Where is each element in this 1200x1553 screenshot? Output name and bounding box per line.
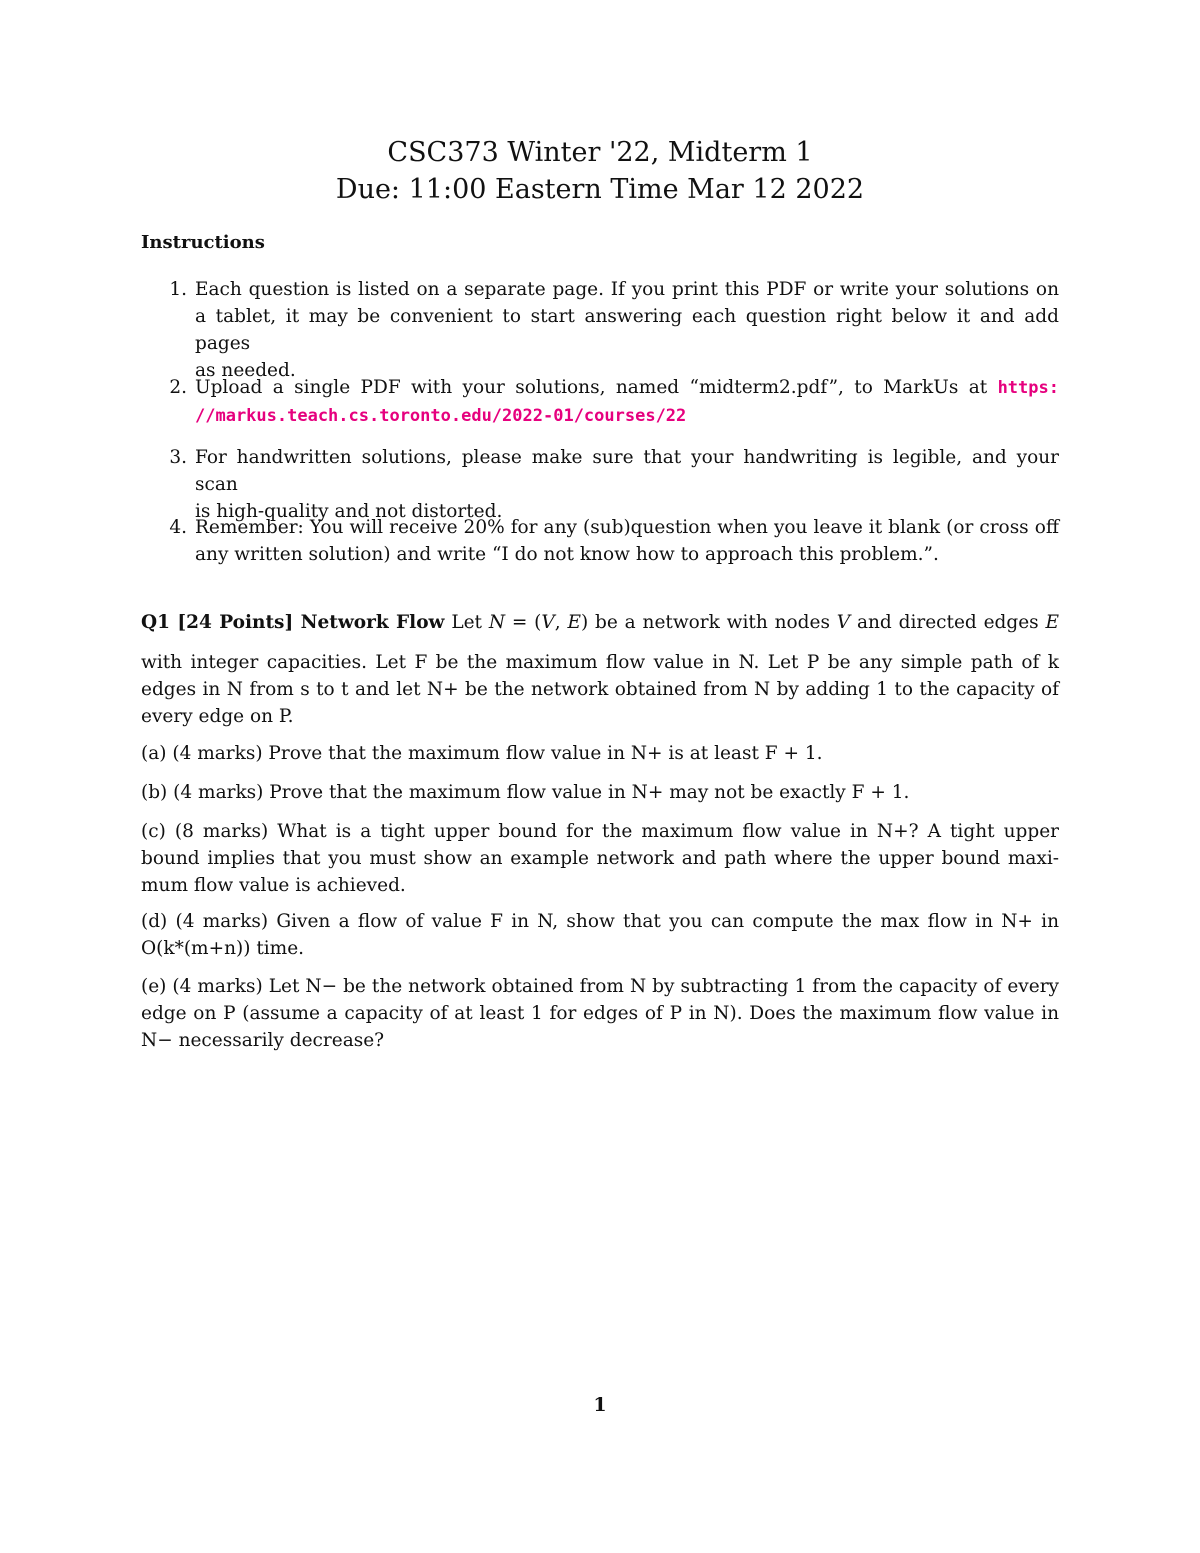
- q1-text: ) be a network with nodes: [581, 612, 837, 633]
- q1-text: = (: [505, 612, 542, 633]
- item-number: 3.: [169, 447, 187, 468]
- item-line: [195, 402, 1059, 430]
- item-line: a tablet, it may be convenient to start answering each question right below it and add pages: [195, 306, 1059, 354]
- math-V: V: [836, 612, 851, 633]
- q1-text: and directed edges: [850, 612, 1046, 633]
- item-line: any written solution) and write “I do not know how to approach this problem.”.: [195, 544, 939, 565]
- part-e-line: N− necessarily decrease?: [141, 1030, 385, 1051]
- q1-body: [141, 649, 1059, 730]
- item-text: Upload a single PDF with your solutions, named “midterm2.pdf”, to MarkUs at: [195, 377, 988, 398]
- item-line: as needed.: [195, 360, 296, 381]
- q1-line: with integer capacities. Let F be the maximum flow value in N. Let P be any simple path of k: [141, 652, 1059, 673]
- math-E: E: [1045, 612, 1059, 633]
- item-line: is high-quality and not distorted.: [195, 501, 503, 522]
- q1-part-c: [141, 818, 1059, 899]
- part-c-line: bound implies that you must show an example network and path where the upper bound maxi-: [141, 848, 1059, 869]
- item-number: 2.: [169, 377, 187, 398]
- q1-label: Q1 [24 Points] Network Flow: [141, 612, 445, 633]
- part-c-line: mum flow value is achieved.: [141, 875, 406, 896]
- due-date: Due: 11:00 Eastern Time Mar 12 2022: [335, 174, 865, 205]
- q1-part-b: [141, 779, 1059, 806]
- q1-text: Let: [444, 612, 489, 633]
- item-line: Each question is listed on a separate page. If you print this PDF or write your solutions on: [195, 279, 1059, 300]
- item-number: 1.: [169, 279, 187, 300]
- part-b-text: (b) (4 marks) Prove that the maximum flow value in N+ may not be exactly F + 1.: [141, 782, 910, 803]
- math-V: V: [541, 612, 555, 633]
- part-c-line: (c) (8 marks) What is a tight upper bound for the maximum flow value in N+? A tight upper: [141, 821, 1059, 842]
- part-d-line: (d) (4 marks) Given a flow of value F in N, show that you can compute the max flow in N+ in: [141, 911, 1059, 932]
- item-line: For handwritten solutions, please make sure that your handwriting is legible, and your scan: [195, 447, 1059, 495]
- markus-link-part2[interactable]: //markus.teach.cs.toronto.edu/2022-01/courses/22: [195, 406, 687, 426]
- part-a-text: (a) (4 marks) Prove that the maximum flow value in N+ is at least F + 1.: [141, 743, 823, 764]
- q1-line: every edge on P.: [141, 706, 294, 727]
- math-N: N: [488, 612, 505, 633]
- q1-line: edges in N from s to t and let N+ be the network obtained from N by adding 1 to the capacity of: [141, 679, 1059, 700]
- markus-link-part1[interactable]: https:: [997, 378, 1059, 398]
- part-d-line: O(k*(m+n)) time.: [141, 938, 305, 959]
- part-e-line: edge on P (assume a capacity of at least 1 for edges of P in N). Does the maximum flow value in: [141, 1003, 1059, 1024]
- q1-text: ,: [554, 612, 568, 633]
- item-line: [195, 374, 1059, 402]
- document-title: CSC373 Winter '22, Midterm 1: [387, 137, 813, 168]
- item-line: Remember: You will receive 20% for any (sub)question when you leave it blank (or cross off: [195, 517, 1059, 538]
- item-number: 4.: [169, 517, 187, 538]
- part-e-line: (e) (4 marks) Let N− be the network obtained from N by subtracting 1 from the capacity of every: [141, 976, 1059, 997]
- q1-part-e: [141, 973, 1059, 1054]
- page-number: 1: [593, 1394, 607, 1416]
- instructions-heading: Instructions: [141, 232, 265, 253]
- math-E: E: [567, 612, 581, 633]
- q1-part-d: [141, 908, 1059, 962]
- q1-part-a: [141, 740, 1059, 767]
- q1-header-line: [141, 609, 1059, 636]
